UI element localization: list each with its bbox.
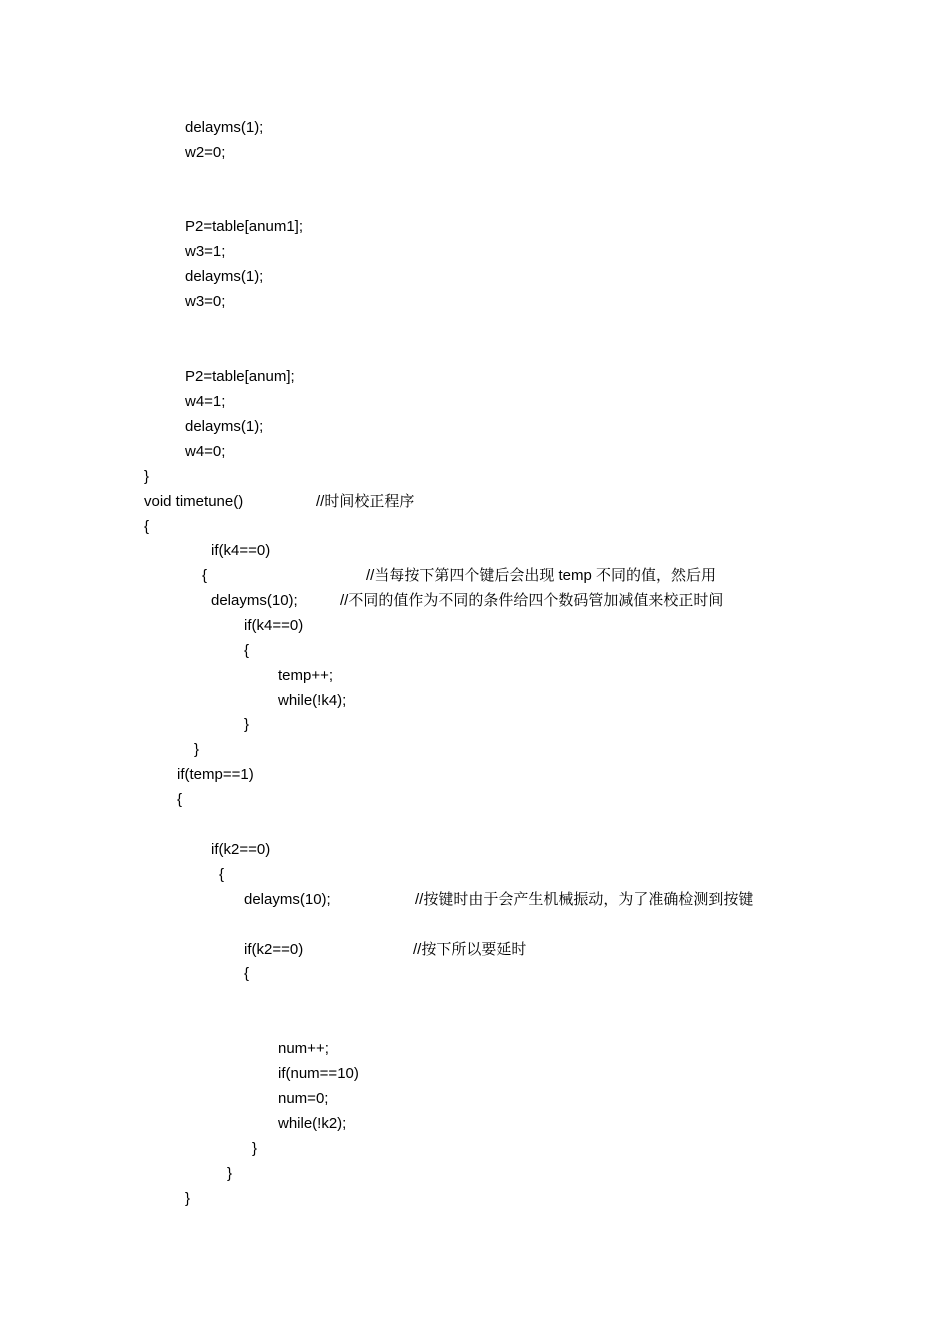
code-line: while(!k2);: [278, 1115, 347, 1132]
code-line: void timetune(): [144, 493, 244, 510]
code-line: delayms(1);: [185, 119, 264, 136]
code-line: delayms(10);: [244, 891, 331, 908]
code-line: if(k2==0): [244, 941, 304, 958]
code-line: }: [227, 1165, 233, 1182]
code-line: }: [185, 1190, 191, 1207]
code-line: if(k4==0): [244, 617, 304, 634]
code-line: w2=0;: [185, 144, 226, 161]
code-line: delayms(10);: [211, 592, 298, 609]
code-line: w3=0;: [185, 293, 226, 310]
code-line: }: [244, 716, 250, 733]
code-line: while(!k4);: [278, 692, 347, 709]
code-line: P2=table[anum];: [185, 368, 295, 385]
code-line: w4=0;: [185, 443, 226, 460]
code-line: w3=1;: [185, 243, 226, 260]
code-line: }: [144, 468, 150, 485]
code-line: if(temp==1): [177, 766, 254, 783]
code-line: {: [144, 518, 150, 535]
code-line: temp++;: [278, 667, 334, 684]
code-line: delayms(1);: [185, 268, 264, 285]
code-line: }: [194, 741, 200, 758]
code-line: num++;: [278, 1040, 329, 1057]
code-line: }: [252, 1140, 258, 1157]
code-line: {: [219, 866, 225, 883]
code-line: if(k4==0): [211, 542, 271, 559]
code-line: {: [244, 965, 250, 982]
code-line: {: [177, 791, 183, 808]
code-line: {: [244, 642, 250, 659]
code-comment: //时间校正程序: [316, 493, 415, 510]
code-line: num=0;: [278, 1090, 329, 1107]
code-comment: //不同的值作为不同的条件给四个数码管加减值来校正时间: [340, 592, 724, 609]
code-line: if(k2==0): [211, 841, 271, 858]
code-line: delayms(1);: [185, 418, 264, 435]
code-line: P2=table[anum1];: [185, 218, 304, 235]
code-line: w4=1;: [185, 393, 226, 410]
code-comment: //按键时由于会产生机械振动，为了准确检测到按键: [415, 891, 754, 908]
code-line: {: [202, 567, 208, 584]
code-comment: //当每按下第四个键后会出现 temp 不同的值，然后用: [366, 567, 717, 584]
code-comment: //按下所以要延时: [413, 941, 527, 958]
code-line: if(num==10): [278, 1065, 359, 1082]
